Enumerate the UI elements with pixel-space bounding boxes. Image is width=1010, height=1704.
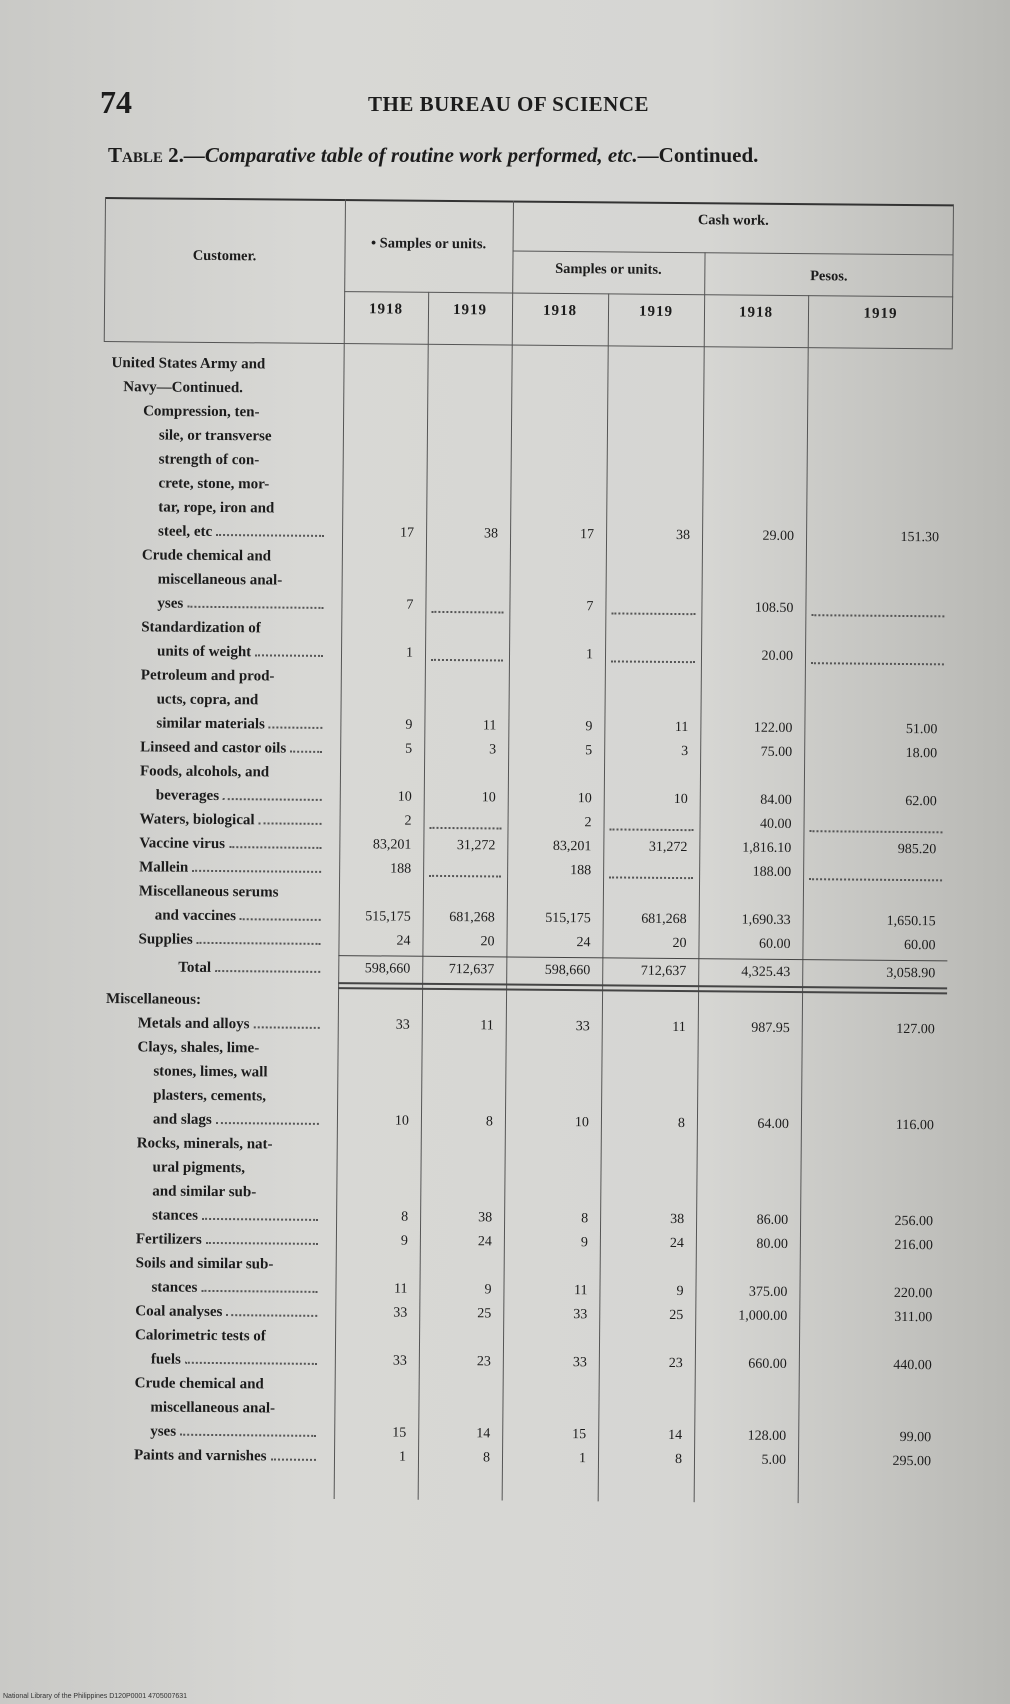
row-label-text: Miscellaneous: [105, 991, 202, 1008]
row-label-text: Petroleum and prod- [140, 667, 275, 685]
running-head: THE BUREAU OF SCIENCE [368, 92, 650, 116]
table-cell-value: 5 [585, 743, 593, 759]
table-cell-value: 83,201 [372, 837, 412, 853]
header-year: 1919 [452, 302, 488, 319]
row-label-text: ucts, copra, and [156, 691, 259, 709]
table-caption-label: Table 2. [108, 143, 184, 167]
row-label-text: Calorimetric tests of [134, 1327, 266, 1345]
table-cell-value: 660.00 [748, 1356, 787, 1372]
table-cell-value: 14 [668, 1427, 683, 1444]
header-samples-free-label: Samples or units. [379, 235, 487, 253]
table-cell-value: 51.00 [905, 722, 938, 738]
table-cell-value: 311.00 [894, 1309, 933, 1326]
table-cell-value: 60.00 [903, 938, 936, 954]
row-label-text: similar materials [156, 715, 265, 733]
row-label-text: stones, limes, wall [153, 1063, 268, 1081]
row-label-text: and slags [152, 1111, 212, 1128]
row-label-text: miscellaneous anal- [157, 571, 283, 589]
routine-work-table [94, 197, 954, 1504]
row-label-text: sile, or transverse [158, 427, 272, 445]
table-cell-value: 8 [677, 1116, 686, 1132]
table-cell-value: 84.00 [760, 792, 792, 809]
table-cell-value: 188 [570, 863, 592, 879]
row-label-text: miscellaneous anal- [150, 1399, 276, 1417]
table-cell-value: 20 [672, 935, 687, 952]
row-label-text: Coal analyses [135, 1303, 223, 1321]
table-cell-value: 598,660 [544, 962, 591, 979]
row-label [135, 1371, 321, 1397]
row-label [156, 711, 326, 736]
table-cell-value: 17 [580, 527, 595, 543]
row-label [153, 1083, 323, 1108]
table-cell-value: 10 [394, 1113, 410, 1129]
row-label [139, 831, 325, 857]
page-number: 74 [100, 84, 132, 120]
row-label-text: fuels [150, 1351, 181, 1368]
row-label-text: yses [157, 595, 184, 612]
row-label-text: Foods, alcohols, and [139, 763, 270, 781]
table-cell-value: 108.50 [754, 600, 794, 617]
dot-leader [271, 1458, 316, 1460]
table-cell-value: 1 [398, 1449, 407, 1465]
row-label [123, 375, 329, 401]
header-year: 1919 [638, 303, 674, 320]
table-cell-value: 99.00 [899, 1429, 932, 1446]
row-label-text: Fertilizers [135, 1231, 202, 1248]
table-cell-value: 9 [484, 1282, 492, 1298]
table-cell-value: 20 [480, 934, 495, 950]
row-label [158, 471, 328, 496]
empty-cell-dash [431, 659, 503, 662]
table-cell-value: 80.00 [756, 1236, 788, 1252]
row-label [140, 759, 326, 785]
table-cell-value: 38 [478, 1210, 493, 1226]
dot-leader [226, 1314, 317, 1317]
row-label [143, 399, 329, 425]
header-cash-work: Cash work. [697, 212, 769, 229]
row-label-text: stances [152, 1207, 199, 1224]
row-label [142, 543, 328, 569]
dot-leader [192, 870, 321, 873]
dot-leader [206, 1242, 318, 1245]
row-label-text: Rocks, minerals, nat- [136, 1135, 273, 1153]
table-cell-value: 9 [405, 717, 413, 733]
row-label [139, 855, 325, 881]
row-label-text: Total [178, 959, 212, 976]
table-cell-value: 11 [482, 718, 497, 734]
table-cell-value: 681,268 [641, 911, 687, 928]
row-label [159, 447, 329, 472]
row-label [153, 1107, 323, 1132]
row-label [137, 1131, 323, 1157]
table-cell-value: 1 [405, 645, 414, 661]
table-cell-value: 9 [400, 1233, 408, 1249]
row-label [178, 956, 324, 981]
table-cell-value: 33 [575, 1019, 590, 1035]
row-label [150, 1419, 320, 1444]
table-cell-value: 11 [672, 1019, 686, 1036]
row-label [138, 927, 324, 953]
row-label-text: Supplies [138, 931, 193, 948]
dot-leader [290, 751, 322, 753]
table-cell-value: 216.00 [894, 1237, 933, 1254]
column-rule [104, 197, 106, 341]
table-cell-value: 11 [674, 719, 689, 736]
empty-cell-dash [809, 878, 942, 881]
table-cell-value: 8 [482, 1450, 491, 1466]
table-cell-value: 23 [668, 1355, 683, 1372]
table-cell-value: 4,325.43 [741, 964, 791, 981]
row-label-text: Miscellaneous serums [138, 883, 279, 901]
table-cell-value: 7 [406, 597, 414, 613]
row-label-text: United States Army and [111, 355, 266, 373]
row-label-text: Waters, biological [139, 811, 255, 829]
table-cell-value: 1 [578, 1451, 587, 1467]
table-cell-value: 5.00 [761, 1452, 787, 1468]
table-cell-value: 1 [585, 647, 594, 663]
row-label [141, 615, 327, 641]
empty-cell-dash [609, 876, 693, 879]
row-label [136, 1251, 322, 1277]
dot-leader [215, 970, 320, 973]
row-label-text: and similar sub- [152, 1183, 257, 1201]
row-label [134, 1443, 320, 1469]
table-cell-value: 515,175 [365, 909, 411, 925]
empty-cell-dash [609, 828, 693, 831]
table-cell-value: 3 [681, 744, 689, 760]
row-label [139, 807, 325, 833]
table-cell-value: 1,816.10 [742, 840, 792, 857]
table-cell-value: 2 [404, 813, 412, 829]
row-label [152, 1203, 322, 1228]
table-cell-value: 1,000.00 [738, 1308, 788, 1324]
row-label-text: Soils and similar sub- [135, 1255, 274, 1273]
row-label-text: Paints and varnishes [133, 1447, 267, 1465]
empty-cell-dash [811, 662, 944, 665]
table-cell-value: 151.30 [900, 529, 940, 546]
table-cell-value: 1,650.15 [886, 913, 936, 930]
row-label-text: and vaccines [154, 907, 237, 925]
table-cell-value: 220.00 [893, 1285, 933, 1302]
table-cell-value: 23 [476, 1354, 491, 1370]
row-label-text: Clays, shales, lime- [137, 1039, 260, 1057]
table-cell-value: 188.00 [752, 864, 792, 881]
table-cell-value: 38 [670, 1211, 685, 1228]
column-rule [952, 204, 954, 348]
header-rule [513, 251, 954, 256]
dot-leader [259, 822, 322, 825]
row-label-text: Mallein [139, 859, 189, 876]
table-cell-value: 15 [392, 1425, 407, 1441]
row-label-text: beverages [155, 787, 220, 805]
table-cell-value: 712,637 [448, 962, 495, 978]
table-cell-value: 8 [581, 1211, 589, 1227]
table-cell-value: 1,690.33 [741, 912, 791, 929]
table-cell-value: 15 [572, 1427, 587, 1443]
table-cell-value: 20.00 [761, 648, 794, 665]
header-year: 1918 [368, 301, 404, 318]
row-label-text: yses [150, 1423, 177, 1440]
row-label [158, 519, 328, 544]
table-cell-value: 29.00 [762, 528, 795, 545]
table-cell-value: 75.00 [760, 744, 793, 761]
row-label-text: strength of con- [158, 451, 260, 469]
row-label-text: steel, etc [158, 523, 213, 540]
empty-cell-dash [611, 660, 695, 663]
table-cell-value: 8 [674, 1452, 683, 1468]
table-cell-value: 122.00 [753, 720, 793, 737]
table-cell-value: 33 [393, 1305, 408, 1321]
row-label-text: stances [151, 1279, 198, 1296]
row-label [137, 1035, 323, 1061]
table-cell-value: 83,201 [552, 838, 592, 855]
table-cell-value: 62.00 [905, 794, 937, 810]
table-cell-value: 14 [476, 1426, 491, 1442]
table-cell-value: 17 [400, 525, 415, 541]
row-label [158, 567, 328, 592]
scan-footer: National Library of the Philippines D120P0001 4705007631 [3, 1693, 188, 1700]
table-cell-value: 40.00 [759, 816, 792, 833]
row-label-text: Standardization of [141, 619, 261, 637]
table-cell-value: 33 [572, 1355, 587, 1371]
table-cell-value: 681,268 [449, 910, 495, 926]
row-label [138, 1011, 324, 1037]
dot-leader [185, 1362, 317, 1365]
table-cell-value: 9 [676, 1284, 684, 1300]
row-label [151, 1347, 321, 1372]
row-label [158, 495, 328, 520]
table-cell-value: 440.00 [893, 1357, 932, 1374]
table-cell-value: 31,272 [456, 838, 496, 854]
table-cell-value: 8 [485, 1114, 494, 1130]
row-label [153, 1059, 323, 1084]
empty-cell-dash [429, 827, 501, 830]
row-label [140, 735, 326, 761]
table-cell-value: 10 [481, 790, 496, 806]
row-label [141, 663, 327, 689]
dot-leader [269, 726, 323, 728]
table-cell-value: 375.00 [748, 1284, 788, 1300]
row-label [135, 1323, 321, 1349]
table-cell-value: 33 [395, 1017, 410, 1033]
row-label [106, 987, 324, 1013]
table-cell-value: 60.00 [758, 936, 791, 953]
empty-cell-dash [431, 611, 503, 614]
table-caption [108, 143, 758, 168]
table-cell-value: 24 [477, 1234, 492, 1250]
dot-leader [187, 606, 323, 609]
row-label [151, 1275, 321, 1300]
table-cell-value: 188 [390, 861, 412, 877]
row-label [136, 1227, 322, 1253]
dot-leader [180, 1434, 316, 1437]
table-cell-value: 3,058.90 [886, 965, 936, 982]
row-label-text: plasters, cements, [153, 1087, 267, 1105]
table-cell-value: 38 [676, 527, 691, 544]
row-label-text: Compression, ten- [143, 403, 260, 421]
table-cell-value: 295.00 [892, 1453, 932, 1470]
table-cell-value: 598,660 [364, 961, 411, 977]
table-cell-value: 116.00 [895, 1117, 934, 1134]
table-cell-value: 3 [489, 742, 497, 758]
table-cell-value: 256.00 [894, 1213, 934, 1230]
table-cell-value: 10 [574, 1115, 590, 1131]
table-cell-value: 128.00 [747, 1428, 787, 1444]
header-rule [104, 341, 953, 349]
table-cell-value: 31,272 [648, 839, 688, 856]
dot-leader [253, 1026, 319, 1029]
row-label [150, 1395, 320, 1420]
row-label [159, 423, 329, 448]
row-label [152, 1155, 322, 1180]
table-cell-value: 38 [484, 526, 499, 542]
table-cell-value: 9 [580, 1235, 588, 1251]
row-label [157, 687, 327, 712]
table-caption-title: —Comparative table of routine work performed, etc. [183, 143, 638, 167]
header-samples-cash: Samples or units. [555, 260, 662, 278]
table-cell-value: 2 [584, 815, 592, 831]
table-cell-value: 9 [585, 719, 593, 735]
table-cell-value: 8 [401, 1209, 409, 1225]
row-label [139, 879, 325, 905]
row-label [155, 903, 325, 928]
row-label-text: Vaccine virus [139, 835, 226, 853]
table-cell-value: 64.00 [757, 1116, 789, 1133]
row-label-text: tar, rope, iron and [158, 499, 275, 517]
row-label [156, 783, 326, 808]
header-year: 1918 [542, 302, 578, 320]
table-top-rule [105, 197, 954, 206]
row-label [157, 591, 327, 616]
dot-leader [202, 1218, 318, 1221]
row-label-text: Crude chemical and [141, 547, 272, 565]
dot-leader [255, 654, 323, 657]
row-label-text: units of weight [156, 643, 252, 661]
empty-cell-dash [429, 875, 501, 878]
table-cell-value: 11 [393, 1281, 408, 1297]
table-cell-value: 33 [573, 1307, 588, 1323]
empty-cell-dash [611, 612, 695, 615]
table-cell-value: 24 [576, 935, 591, 951]
table-cell-value: 127.00 [896, 1021, 935, 1038]
table-cell-value: 5 [405, 741, 413, 757]
table-cell-value: 10 [397, 789, 412, 805]
dot-leader [229, 846, 321, 849]
table-cell-value: 24 [396, 933, 411, 949]
table-cell-value: 11 [480, 1018, 494, 1034]
row-label-text: crete, stone, mor- [158, 475, 270, 493]
dot-leader [223, 798, 322, 801]
header-samples-free [345, 235, 513, 253]
row-label [157, 639, 327, 664]
table-cell-value: 10 [577, 791, 592, 807]
dot-leader [201, 1290, 317, 1293]
empty-cell-dash [809, 830, 942, 833]
table-cell-value: 7 [586, 599, 594, 615]
header-pesos: Pesos. [810, 268, 848, 285]
empty-cell-dash [811, 614, 944, 617]
table-cell-value: 515,175 [545, 910, 591, 927]
dot-leader [197, 942, 321, 945]
dot-leader [216, 1122, 319, 1125]
table-cell-value: 25 [477, 1306, 492, 1322]
dot-leader [216, 534, 324, 537]
header-rule [344, 291, 953, 297]
header-customer: Customer. [192, 247, 257, 265]
row-label [135, 1299, 321, 1325]
table-cell-value: 712,637 [640, 963, 687, 980]
table-cell-value: 33 [392, 1353, 407, 1369]
header-year: 1918 [738, 304, 774, 321]
table-cell-value: 987.95 [751, 1020, 790, 1037]
row-label [111, 351, 329, 377]
table-cell-value: 11 [573, 1283, 588, 1299]
row-label-text: Metals and alloys [137, 1015, 250, 1033]
header-year: 1919 [863, 305, 898, 322]
table-cell-value: 985.20 [897, 841, 937, 858]
dot-leader [240, 918, 321, 921]
table-cell-value: 24 [669, 1235, 684, 1252]
table-cell-value: 18.00 [905, 746, 938, 762]
row-label-text: Linseed and castor oils [140, 739, 287, 757]
table-caption-suffix: —Continued. [637, 143, 759, 167]
table-cell-value: 25 [669, 1307, 684, 1324]
table-cell-value: 86.00 [756, 1212, 789, 1228]
samples-bullet: • [370, 235, 380, 252]
row-label-text: ural pigments, [152, 1159, 246, 1177]
row-label-text: Crude chemical and [134, 1375, 264, 1393]
row-label-text: Navy—Continued. [123, 379, 244, 397]
row-label [152, 1179, 322, 1204]
table-cell-value: 10 [673, 791, 688, 808]
